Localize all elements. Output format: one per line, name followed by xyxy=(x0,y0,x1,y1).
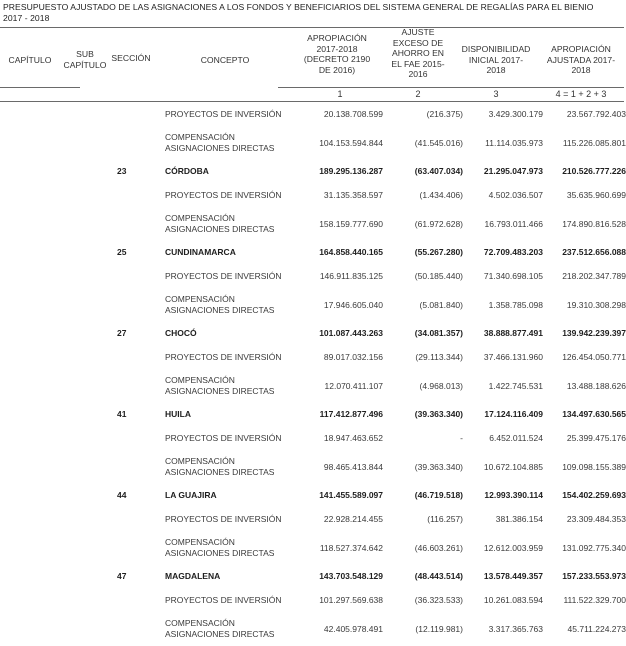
table-row xyxy=(0,126,626,160)
table-row xyxy=(0,450,626,484)
apropiacion-ajustada-value: 139.942.239.397 xyxy=(562,328,626,339)
concepto-cell xyxy=(137,403,283,427)
disponibilidad-value: 38.888.877.491 xyxy=(483,328,543,339)
ajuste-value: - xyxy=(460,432,463,443)
concepto-text: HUILA xyxy=(165,409,191,419)
seccion-code: 47 xyxy=(117,571,127,582)
table-row xyxy=(0,507,626,531)
header-subcapitulo-line: CAPÍTULO xyxy=(63,59,107,70)
concepto-text: COMPENSACIÓN xyxy=(165,375,235,385)
concepto-text: COMPENSACIÓN xyxy=(165,618,235,628)
apropiacion-ajustada-value: 35.635.960.699 xyxy=(566,189,626,200)
concepto-text: COMPENSACIÓN xyxy=(165,294,235,304)
apropiacion-ajustada-value: 126.454.050.771 xyxy=(562,351,626,362)
concepto-cell xyxy=(137,369,283,403)
apropiacion-ajustada-value: 45.711.224.273 xyxy=(567,623,626,634)
header-line: EL FAE 2015- xyxy=(391,58,445,69)
header-line: AJUSTE xyxy=(401,27,435,37)
apropiacion-value: 17.946.605.040 xyxy=(323,299,383,310)
concepto-text-line-2: ASIGNACIONES DIRECTAS xyxy=(165,547,275,558)
ajuste-value: (41.545.016) xyxy=(414,137,463,148)
apropiacion-ajustada-value: 13.488.188.626 xyxy=(566,380,626,391)
header-line: APROPIACIÓN xyxy=(551,44,611,54)
seccion-code: 25 xyxy=(117,247,127,258)
concepto-cell xyxy=(137,612,283,646)
disponibilidad-value: 6.452.011.524 xyxy=(489,432,543,443)
apropiacion-ajustada-value: 237.512.656.088 xyxy=(562,247,626,258)
header-apropiacion-ajustada xyxy=(538,44,624,76)
apropiacion-value: 89.017.032.156 xyxy=(323,351,383,362)
ajuste-value: (48.443.514) xyxy=(414,571,463,582)
apropiacion-value: 98.465.413.844 xyxy=(323,461,383,472)
apropiacion-value: 18.947.463.652 xyxy=(323,432,383,443)
concepto-text-line-2: ASIGNACIONES DIRECTAS xyxy=(165,466,275,477)
concepto-cell xyxy=(137,345,283,369)
apropiacion-ajustada-value: 131.092.775.340 xyxy=(562,542,626,553)
column-number-3: 3 xyxy=(493,89,499,99)
header-top-rule xyxy=(0,27,624,28)
concepto-text: LA GUAJIRA xyxy=(165,490,217,500)
seccion-cell xyxy=(0,450,137,484)
seccion-code: 23 xyxy=(117,166,127,177)
header-concepto: CONCEPTO xyxy=(200,55,250,65)
disponibilidad-value: 11.114.035.973 xyxy=(485,137,543,148)
disponibilidad-value: 1.358.785.098 xyxy=(488,299,543,310)
seccion-cell xyxy=(0,288,137,322)
disponibilidad-value: 10.672.104.885 xyxy=(483,461,543,472)
table-row xyxy=(0,207,626,241)
table-row xyxy=(0,102,626,126)
apropiacion-value: 143.703.548.129 xyxy=(319,571,383,582)
concepto-text: CHOCÓ xyxy=(165,328,197,338)
concepto-cell xyxy=(137,207,283,241)
header-line: APROPIACIÓN xyxy=(307,33,367,43)
concepto-text: COMPENSACIÓN xyxy=(165,132,235,142)
concepto-text-line-2: ASIGNACIONES DIRECTAS xyxy=(165,223,275,234)
seccion-cell xyxy=(0,322,137,346)
apropiacion-ajustada-value: 23.567.792.403 xyxy=(566,108,626,119)
concepto-cell xyxy=(137,288,283,322)
apropiacion-value: 22.928.214.455 xyxy=(323,513,383,524)
disponibilidad-value: 12.612.003.959 xyxy=(483,542,543,553)
seccion-cell xyxy=(0,507,137,531)
table-row xyxy=(0,288,626,322)
seccion-code: 27 xyxy=(117,328,127,339)
apropiacion-value: 164.858.440.165 xyxy=(319,247,383,258)
seccion-cell xyxy=(0,612,137,646)
apropiacion-ajustada-value: 174.890.816.528 xyxy=(562,218,626,229)
concepto-text: PROYECTOS DE INVERSIÓN xyxy=(165,432,282,443)
concepto-text-line-2: ASIGNACIONES DIRECTAS xyxy=(165,385,275,396)
department-row xyxy=(0,160,626,184)
concepto-text: PROYECTOS DE INVERSIÓN xyxy=(165,108,282,119)
concepto-text: COMPENSACIÓN xyxy=(165,537,235,547)
ajuste-value: (4.968.013) xyxy=(419,380,463,391)
seccion-cell xyxy=(0,565,137,589)
apropiacion-value: 101.087.443.263 xyxy=(319,328,383,339)
ajuste-value: (36.323.533) xyxy=(414,594,463,605)
concepto-text: CUNDINAMARCA xyxy=(165,247,236,257)
disponibilidad-value: 13.578.449.357 xyxy=(483,571,543,582)
concepto-text: PROYECTOS DE INVERSIÓN xyxy=(165,189,282,200)
ajuste-value: (216.375) xyxy=(426,108,463,119)
disponibilidad-value: 3.429.300.179 xyxy=(488,108,543,119)
concepto-text: CÓRDOBA xyxy=(165,166,209,176)
apropiacion-ajustada-value: 157.233.553.973 xyxy=(562,571,626,582)
concepto-cell xyxy=(137,484,283,508)
header-disponibilidad xyxy=(456,44,536,76)
disponibilidad-value: 72.709.483.203 xyxy=(483,247,543,258)
apropiacion-ajustada-value: 23.309.484.353 xyxy=(566,513,626,524)
header-line: 2018 xyxy=(571,65,591,76)
concepto-cell xyxy=(137,531,283,565)
concepto-cell xyxy=(137,160,283,184)
concepto-text-line-2: ASIGNACIONES DIRECTAS xyxy=(165,628,275,639)
concepto-text-line-2: ASIGNACIONES DIRECTAS xyxy=(165,142,275,153)
header-subcapitulo-line: SUB xyxy=(76,49,94,59)
apropiacion-ajustada-value: 218.202.347.789 xyxy=(562,270,626,281)
seccion-cell xyxy=(0,345,137,369)
seccion-cell xyxy=(0,369,137,403)
seccion-code: 41 xyxy=(117,409,127,420)
ajuste-value: (61.972.628) xyxy=(414,218,463,229)
seccion-cell xyxy=(0,160,137,184)
concepto-cell xyxy=(137,450,283,484)
disponibilidad-value: 3.317.365.763 xyxy=(488,623,543,634)
disponibilidad-value: 4.502.036.507 xyxy=(488,189,543,200)
apropiacion-value: 42.405.978.491 xyxy=(323,623,383,634)
table-row xyxy=(0,426,626,450)
apropiacion-ajustada-value: 19.310.308.298 xyxy=(566,299,626,310)
apropiacion-ajustada-value: 25.399.475.176 xyxy=(566,432,626,443)
disponibilidad-value: 381.386.154 xyxy=(495,513,543,524)
table-row xyxy=(0,369,626,403)
header-left-rule xyxy=(0,87,80,88)
concepto-cell xyxy=(137,565,283,589)
ajuste-value: (46.603.261) xyxy=(414,542,463,553)
header-line: 2016 xyxy=(408,69,428,80)
concepto-text: PROYECTOS DE INVERSIÓN xyxy=(165,594,282,605)
department-row xyxy=(0,241,626,265)
ajuste-value: (63.407.034) xyxy=(414,166,463,177)
header-numbers-rule xyxy=(278,87,624,88)
apropiacion-value: 141.455.589.097 xyxy=(319,490,383,501)
concepto-text: PROYECTOS DE INVERSIÓN xyxy=(165,351,282,362)
apropiacion-value: 117.412.877.496 xyxy=(319,409,383,420)
concepto-cell xyxy=(137,183,283,207)
ajuste-value: (29.113.344) xyxy=(415,351,463,362)
seccion-cell xyxy=(0,484,137,508)
seccion-cell xyxy=(0,241,137,265)
seccion-cell xyxy=(0,207,137,241)
disponibilidad-value: 37.466.131.960 xyxy=(483,351,543,362)
concepto-cell xyxy=(137,102,283,126)
seccion-cell xyxy=(0,126,137,160)
ajuste-value: (50.185.440) xyxy=(414,270,463,281)
ajuste-value: (34.081.357) xyxy=(414,328,463,339)
apropiacion-value: 101.297.569.638 xyxy=(319,594,383,605)
ajuste-value: (12.119.981) xyxy=(415,623,463,634)
concepto-cell xyxy=(137,322,283,346)
apropiacion-ajustada-value: 109.098.155.389 xyxy=(562,461,626,472)
header-line: (DECRETO 2190 xyxy=(303,54,371,65)
seccion-cell xyxy=(0,403,137,427)
ajuste-value: (1.434.406) xyxy=(419,189,463,200)
header-line: AHORRO EN xyxy=(391,48,445,59)
document-title xyxy=(3,2,621,24)
header-line: 2018 xyxy=(486,65,506,76)
table-row xyxy=(0,183,626,207)
apropiacion-ajustada-value: 154.402.259.693 xyxy=(562,490,626,501)
table-row xyxy=(0,612,626,646)
header-capitulo: CAPÍTULO xyxy=(8,55,52,65)
title-line-1: PRESUPUESTO AJUSTADO DE LAS ASIGNACIONES A LOS FONDOS Y BENEFICIARIOS DEL SISTEMA GENERAL DE REGALÍAS PARA EL BIENIO xyxy=(3,2,594,12)
header-line: INICIAL 2017- xyxy=(468,54,524,65)
column-number-2: 2 xyxy=(415,89,421,99)
header-line: EXCESO DE xyxy=(392,37,444,48)
column-number-4: 4 = 1 + 2 + 3 xyxy=(555,89,607,99)
apropiacion-ajustada-value: 210.526.777.226 xyxy=(562,166,626,177)
seccion-cell xyxy=(0,426,137,450)
column-number-1: 1 xyxy=(337,89,343,99)
header-line: 2017-2018 xyxy=(316,43,358,54)
disponibilidad-value: 12.993.390.114 xyxy=(484,490,543,501)
table-row xyxy=(0,531,626,565)
ajuste-value: (55.267.280) xyxy=(414,247,463,258)
apropiacion-value: 158.159.777.690 xyxy=(319,218,383,229)
apropiacion-value: 104.153.594.844 xyxy=(319,137,383,148)
header-ajuste xyxy=(384,27,452,80)
budget-table xyxy=(0,102,626,646)
disponibilidad-value: 16.793.011.466 xyxy=(484,218,543,229)
apropiacion-value: 146.911.835.125 xyxy=(319,270,383,281)
budget-table-body xyxy=(0,102,626,646)
header-line: DE 2016) xyxy=(318,64,356,75)
concepto-cell xyxy=(137,264,283,288)
seccion-cell xyxy=(0,183,137,207)
disponibilidad-value: 21.295.047.973 xyxy=(483,166,543,177)
concepto-cell xyxy=(137,426,283,450)
concepto-text-line-2: ASIGNACIONES DIRECTAS xyxy=(165,304,275,315)
department-row xyxy=(0,484,626,508)
header-subcapitulo xyxy=(62,49,108,70)
table-row xyxy=(0,345,626,369)
department-row xyxy=(0,565,626,589)
disponibilidad-value: 71.340.698.105 xyxy=(483,270,543,281)
department-row xyxy=(0,403,626,427)
concepto-cell xyxy=(137,126,283,160)
apropiacion-value: 20.138.708.599 xyxy=(323,108,383,119)
apropiacion-value: 12.070.411.107 xyxy=(324,380,383,391)
apropiacion-ajustada-value: 115.226.085.801 xyxy=(562,137,626,148)
concepto-text: PROYECTOS DE INVERSIÓN xyxy=(165,270,282,281)
seccion-cell xyxy=(0,264,137,288)
apropiacion-value: 118.527.374.642 xyxy=(319,542,383,553)
concepto-text: PROYECTOS DE INVERSIÓN xyxy=(165,513,282,524)
disponibilidad-value: 1.422.745.531 xyxy=(488,380,543,391)
header-line: DISPONIBILIDAD xyxy=(461,44,531,54)
header-line: AJUSTADA 2017- xyxy=(546,54,616,65)
concepto-cell xyxy=(137,241,283,265)
ajuste-value: (39.363.340) xyxy=(414,461,463,472)
department-row xyxy=(0,322,626,346)
seccion-cell xyxy=(0,531,137,565)
table-row xyxy=(0,264,626,288)
title-line-2: 2017 - 2018 xyxy=(3,13,50,23)
concepto-text: MAGDALENA xyxy=(165,571,221,581)
apropiacion-ajustada-value: 134.497.630.565 xyxy=(562,409,626,420)
apropiacion-value: 189.295.136.287 xyxy=(319,166,383,177)
header-seccion: SECCIÓN xyxy=(111,53,151,63)
concepto-cell xyxy=(137,507,283,531)
concepto-text: COMPENSACIÓN xyxy=(165,456,235,466)
ajuste-value: (5.081.840) xyxy=(419,299,463,310)
apropiacion-value: 31.135.358.597 xyxy=(323,189,383,200)
header-apropiacion xyxy=(296,33,378,75)
ajuste-value: (39.363.340) xyxy=(414,409,463,420)
concepto-text: COMPENSACIÓN xyxy=(165,213,235,223)
seccion-code: 44 xyxy=(117,490,127,501)
disponibilidad-value: 10.261.083.594 xyxy=(483,594,543,605)
seccion-cell xyxy=(0,102,137,126)
apropiacion-ajustada-value: 111.522.329.700 xyxy=(563,594,626,605)
ajuste-value: (46.719.518) xyxy=(414,490,463,501)
disponibilidad-value: 17.124.116.409 xyxy=(484,409,543,420)
ajuste-value: (116.257) xyxy=(427,513,463,524)
